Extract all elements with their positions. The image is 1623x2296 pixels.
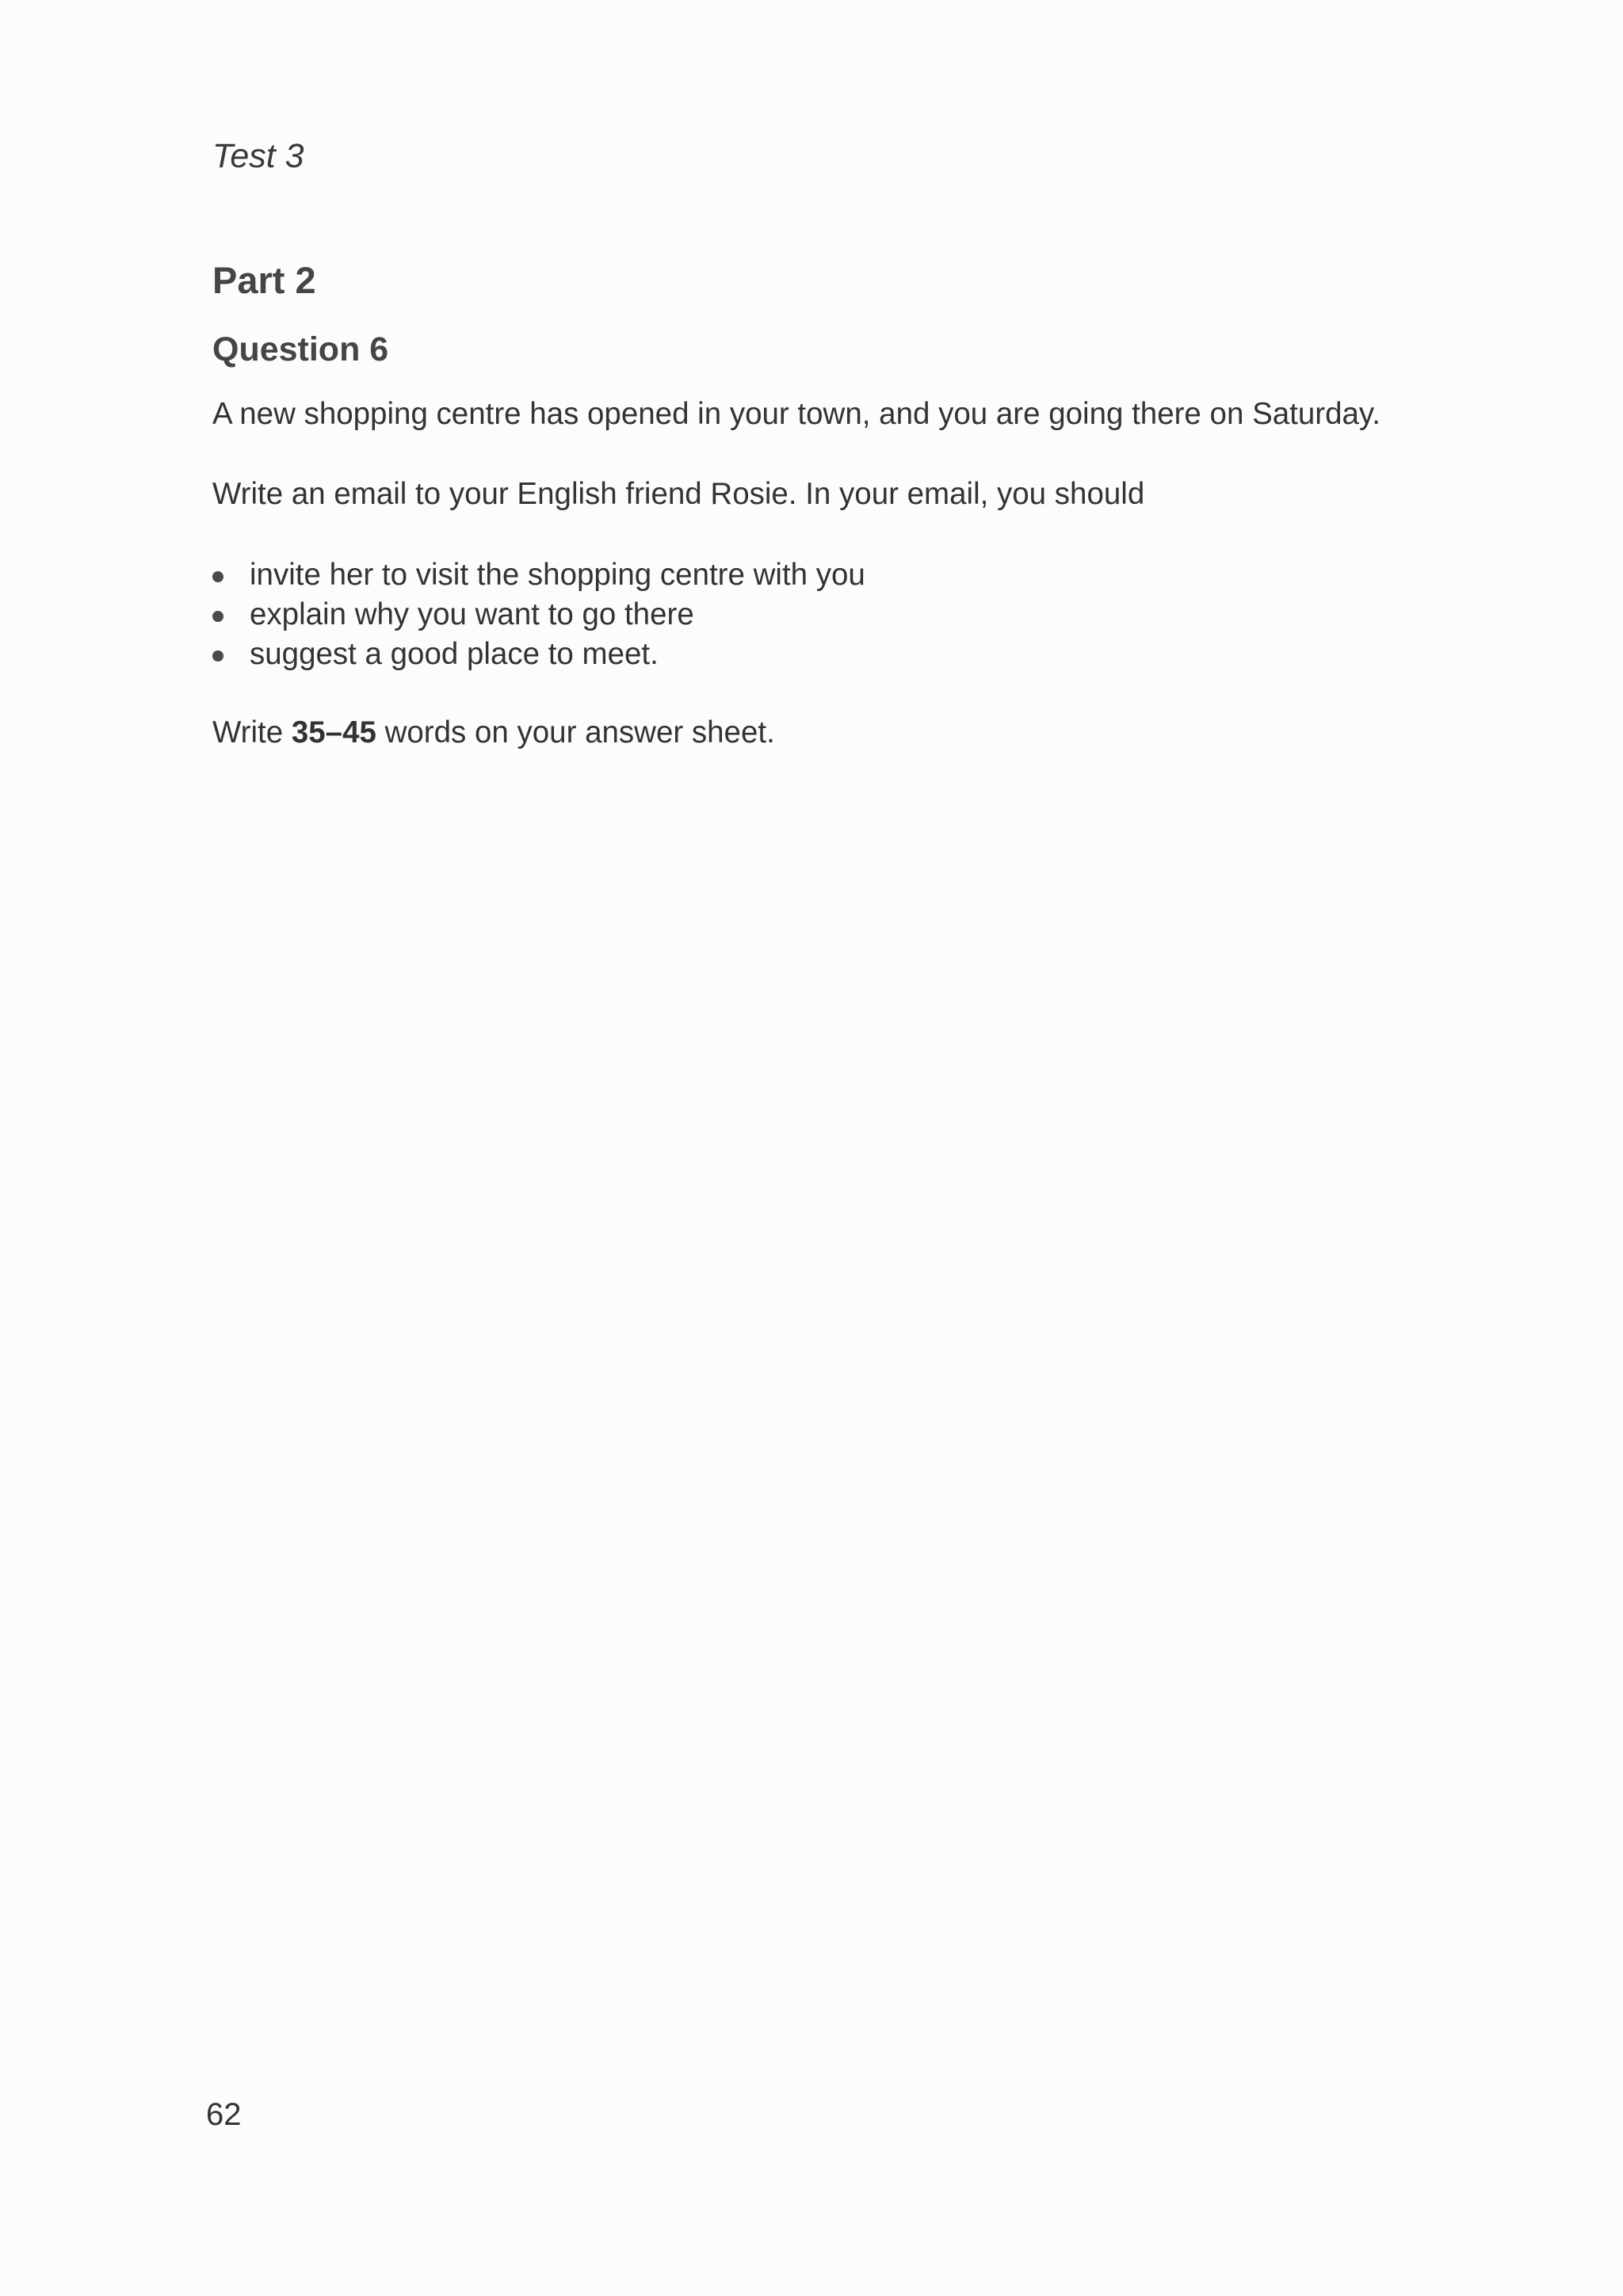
word-count-paragraph	[212, 715, 775, 751]
bullet-item	[212, 555, 865, 595]
bullet-item	[212, 635, 865, 674]
instruction-paragraph: Write an email to your English friend Rosie. In your email, you should	[212, 477, 1145, 511]
bullet-item	[212, 595, 865, 635]
bullet-icon	[212, 650, 223, 662]
page-number: 62	[206, 2097, 242, 2132]
bullet-icon	[212, 571, 223, 582]
word-count-lead: Write	[212, 715, 292, 749]
running-head: Test 3	[212, 137, 304, 175]
part-title: Part 2	[212, 259, 316, 301]
word-count-range: 35–45	[291, 715, 376, 749]
bullet-text: explain why you want to go there	[250, 597, 694, 631]
task-bullet-list	[212, 555, 865, 674]
word-count-tail: words on your answer sheet.	[376, 715, 775, 749]
bullet-text: suggest a good place to meet.	[250, 637, 659, 671]
bullet-icon	[212, 611, 223, 622]
question-title: Question 6	[212, 330, 389, 368]
intro-paragraph: A new shopping centre has opened in your town, and you are going there on Saturday.	[212, 397, 1381, 431]
bullet-text: invite her to visit the shopping centre with you	[250, 558, 865, 592]
